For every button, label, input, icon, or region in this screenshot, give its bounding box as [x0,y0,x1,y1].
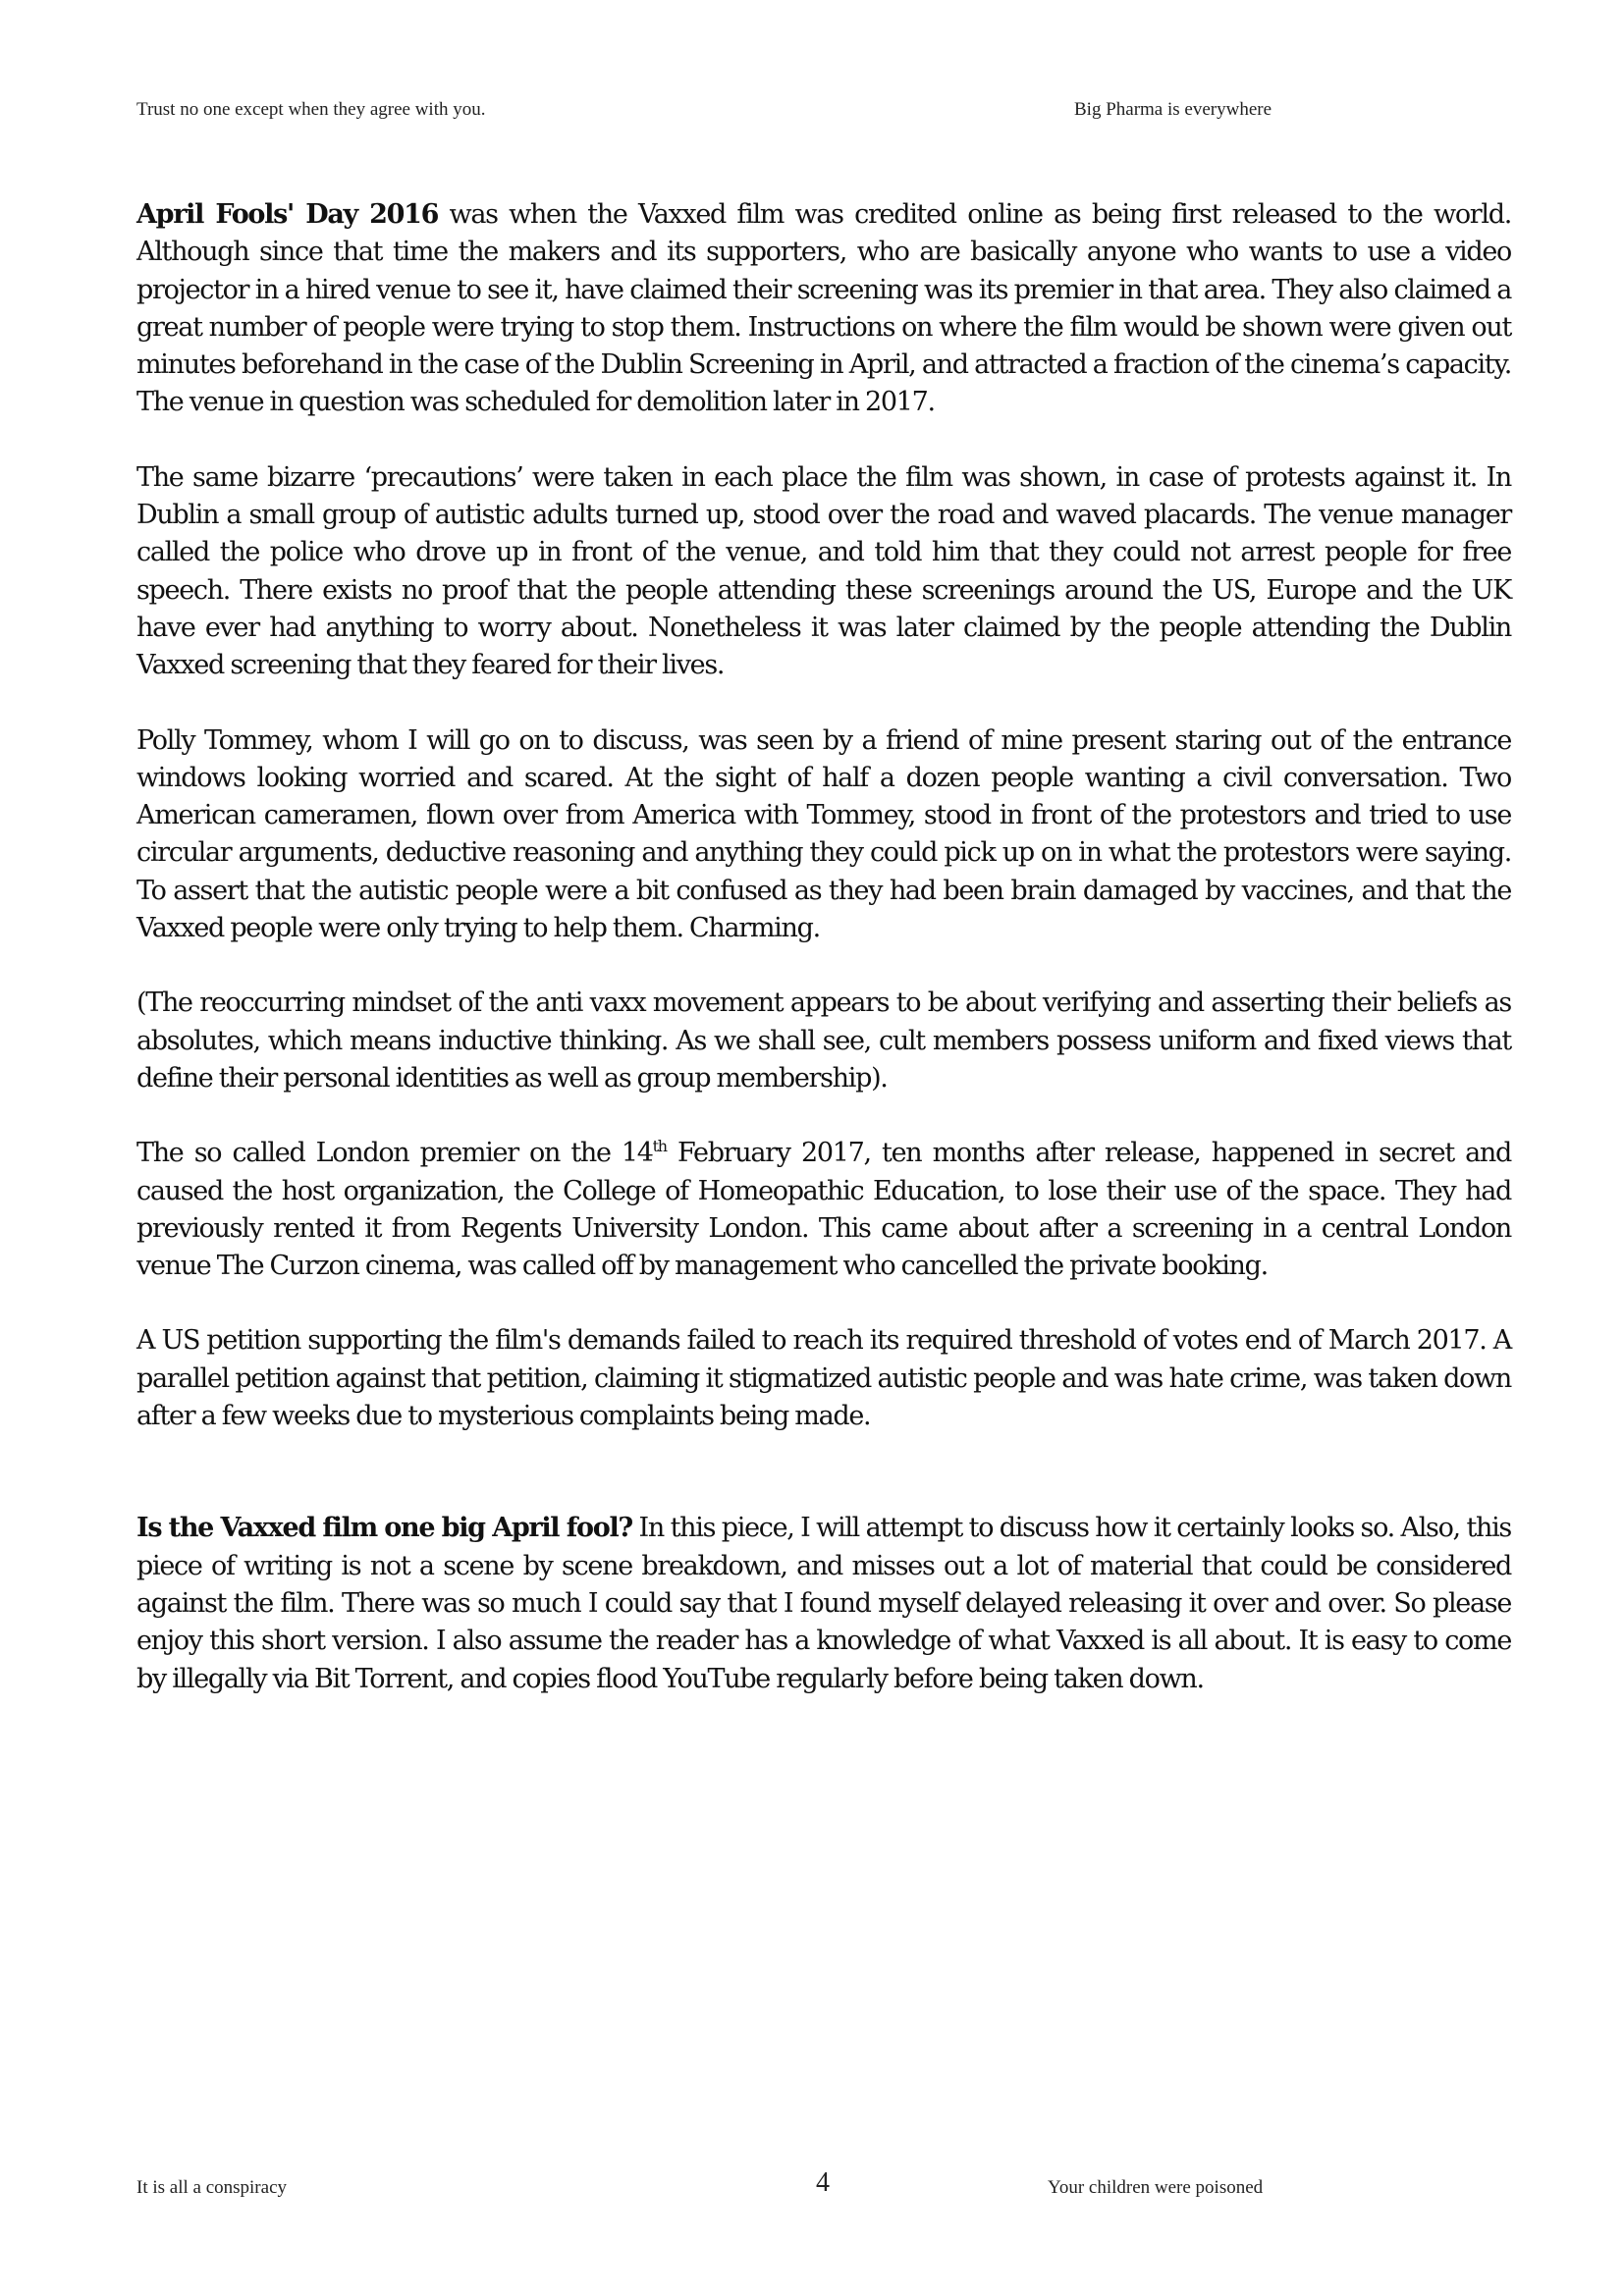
paragraph-april-fools-bold: April Fools' Day 2016 [136,199,439,230]
paragraph-mindset: (The reoccurring mindset of the anti vaxx movement appears to be about verifying and asserting their beliefs as absolutes, which means inductive thinking. As we shall see, cult members possess uniform and fixed views that define their personal identities as well as group membership). [136,988,1511,1094]
paragraph-april-fools-text: was when the Vaxxed film was credited online as being first released to the world. Although since that time the makers and its supporters, who are basically anyone who wants to use a video projector in a hired venue to see it, have claimed their screening was its premier in that area. They also claimed a great number of people were trying to stop them. Instructions on where the film would be shown were given out minutes beforehand in the case of the Dublin Screening in April, and attracted a fraction of the cinema’s capacity. The venue in question was scheduled for demolition later in 2017. [136,199,1511,418]
footer-left-text: It is all a conspiracy [136,2177,288,2198]
paragraph-precautions: The same bizarre ‘precautions’ were taken in each place the film was shown, in case of protests against it. In Dublin a small group of autistic adults turned up, stood over the road and waved placards. The venue manager called the police who drove up in front of the venue, and told him that they could not arrest people for free speech. There exists no proof that the people attending these screenings around the US, Europe and the UK have ever had anything to worry about. Nonetheless it was later claimed by the people attending the Dublin Vaxxed screening that they feared for their lives. [136,461,1511,681]
paragraph-london-premier [136,1135,1511,1285]
paragraph-april-fool-question [136,1510,1511,1697]
footer-right-text: Your children were poisoned [1048,2177,1264,2198]
paragraph-april-fools [136,196,1511,422]
paragraph-april-fool-question-text: In this piece, I will attempt to discuss how it certainly looks so. Also, this piece of writing is not a scene by scene breakdown, and misses out a lot of material that could be considered against the film. There was so much I could say that I found myself delayed releasing it over and over. So please enjoy this short version. I also assume the reader has a knowledge of what Vaxxed is all about. It is easy to come by illegally via Bit Torrent, and copies flood YouTube regularly before being taken down. [136,1513,1511,1694]
header-left-text: Trust no one except when they agree with you. [136,99,486,120]
paragraph-london-premier-sup: th [652,1137,667,1156]
paragraph-polly-tommey: Polly Tommey, whom I will go on to discuss, was seen by a friend of mine present staring out of the entrance windows looking worried and scared. At the sight of half a dozen people wanting a civil conversation. Two American cameramen, flown over from America with Tommey, stood in front of the protestors and tried to use circular arguments, deductive reasoning and anything they could pick up on in what the protestors were saying. To assert that the autistic people were a bit confused as they had been brain damaged by vaccines, and that the Vaxxed people were only trying to help them. Charming. [136,724,1511,944]
paragraph-london-premier-after: February 2017, ten months after release, happened in secret and caused the host organization, the College of Homeopathic Education, to lose their use of the space. They had previously rented it from Regents University London. This came about after a screening in a central London venue The Curzon cinema, was called off by management who cancelled the private booking. [136,1138,1511,1282]
document-body [136,196,1511,1735]
page-number: 4 [816,2167,830,2198]
paragraph-petition: A US petition supporting the film's demands failed to reach its required threshold of votes end of March 2017. A parallel petition against that petition, claiming it stigmatized autistic people and was hate crime, was taken down after a few weeks due to mysterious complaints being made. [136,1325,1511,1432]
paragraph-london-premier-before: The so called London premier on the 14 [136,1138,653,1169]
header-right-text: Big Pharma is everywhere [1074,99,1272,120]
paragraph-april-fool-question-bold: Is the Vaxxed film one big April fool? [136,1513,632,1544]
